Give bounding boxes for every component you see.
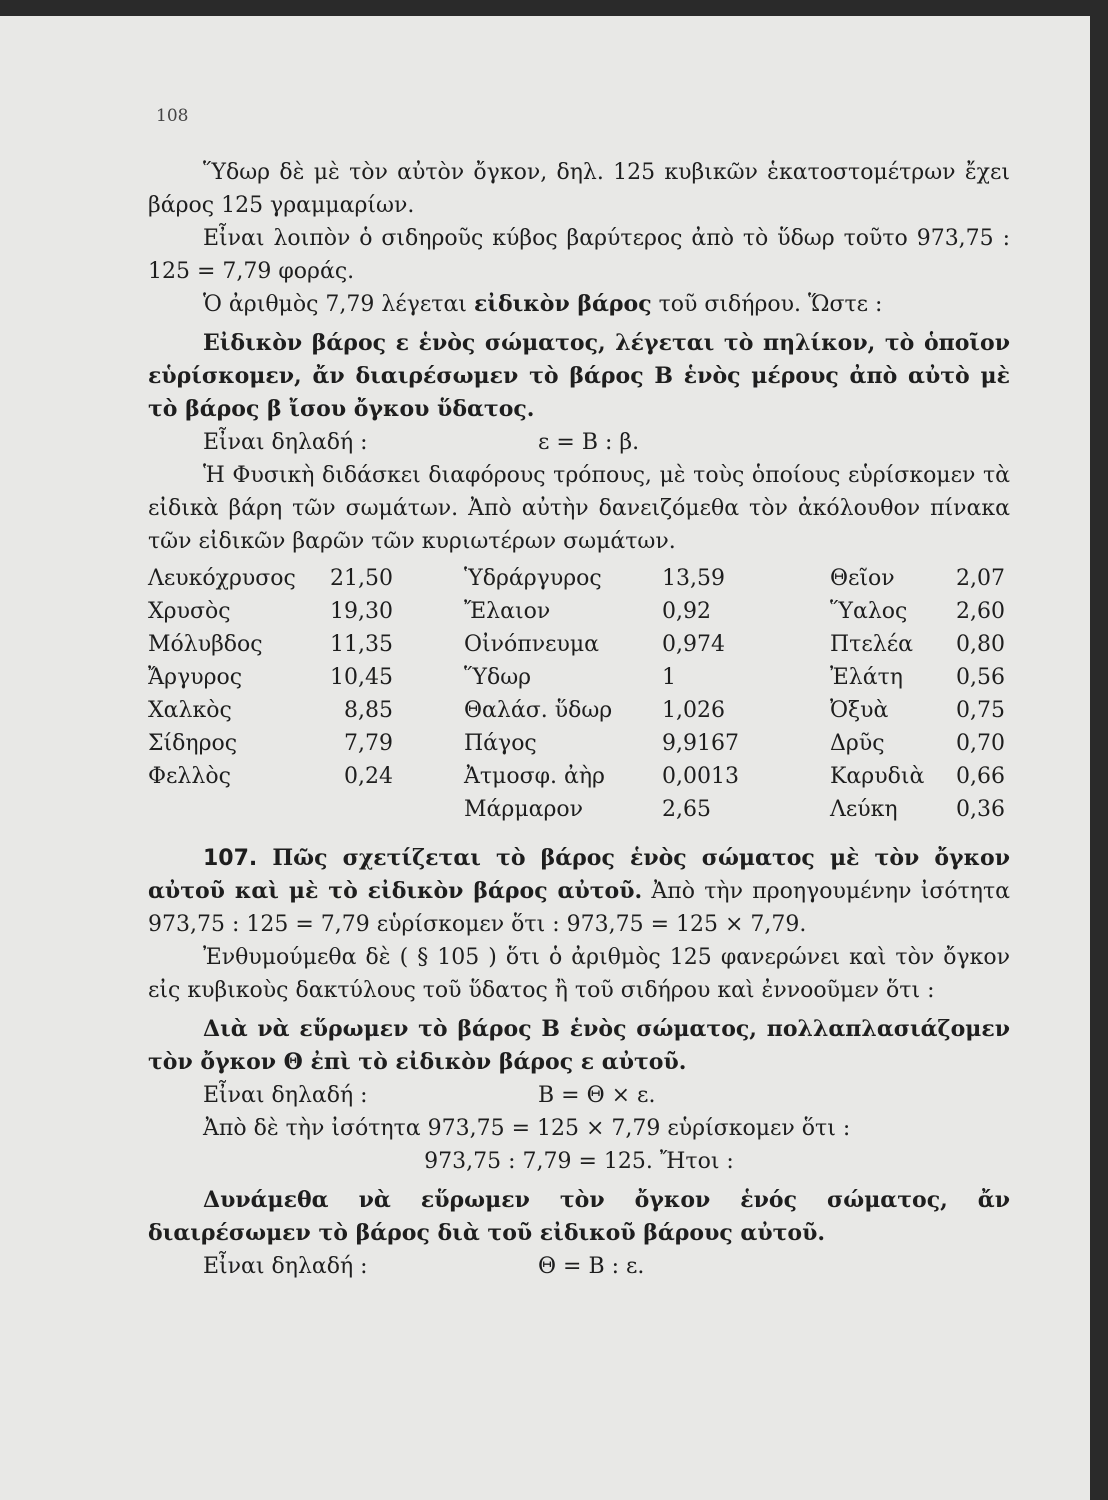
paragraph-recall-105: Ἐνθυμούμεθα δὲ ( § 105 ) ὅτι ὁ ἀριθμὸς 125 φανερώνει καὶ τὸν ὄγκον εἰς κυβικοὺς δακτύλους τοῦ ὕδατος ἢ τοῦ σιδήρου καὶ ἐννοοῦμεν ὅτι : [148, 945, 1010, 1003]
table-row [148, 727, 393, 760]
equation-2 [148, 1079, 1010, 1112]
substance-name: Ὀξυὰ [830, 698, 889, 723]
substance-name: Μάρμαρον [464, 797, 584, 822]
table-column-2 [464, 562, 752, 826]
rule-find-volume: Δυνάμεθα νὰ εὕρωμεν τὸν ὄγκον ἑνός σώματος, ἄν διαιρέσωμεν τὸ βάρος διὰ τοῦ εἰδικοῦ βάρους αὐτοῦ. [148, 1187, 1010, 1246]
table-row [148, 661, 393, 694]
substance-name: Οἰνόπνευμα [464, 632, 600, 657]
table-row [464, 793, 752, 826]
substance-name: Ὕδωρ [464, 665, 532, 690]
equation-centered: 973,75 : 7,79 = 125. Ἤτοι : [424, 1149, 734, 1174]
substance-name: Σίδηρος [148, 731, 238, 756]
text-span: τοῦ σιδήρου. Ὥστε : [651, 292, 883, 317]
table-row [464, 661, 752, 694]
table-row [148, 628, 393, 661]
substance-value: 1,026 [662, 698, 725, 723]
substance-value: 2,60 [956, 599, 1005, 624]
substance-value: 21,50 [330, 566, 393, 591]
substance-name: Ἄργυρος [148, 665, 243, 690]
table-row [830, 727, 1005, 760]
table-row [464, 727, 752, 760]
term-specific-weight: εἰδικὸν βάρος [473, 291, 652, 317]
equation-formula: Β = Θ × ε. [538, 1083, 656, 1108]
substance-name: Ἐλάτη [830, 665, 903, 690]
substance-name: Ἔλαιον [464, 599, 551, 624]
table-row [830, 694, 1005, 727]
substance-name: Πάγος [464, 731, 537, 756]
substance-value: 2,07 [956, 566, 1005, 591]
substance-name: Χρυσὸς [148, 599, 231, 624]
substance-value: 0,70 [956, 731, 1005, 756]
substance-value: 10,45 [330, 665, 393, 690]
substance-name: Λευκόχρυσος [148, 566, 296, 591]
substance-name: Χαλκὸς [148, 698, 232, 723]
substance-name: Πτελέα [830, 632, 913, 657]
rule-find-weight: Διὰ νὰ εὕρωμεν τὸ βάρος Β ἑνὸς σώματος, πολλαπλασιάζομεν τὸν ὄγκον Θ ἐπὶ τὸ εἰδικὸν βάρος ε αὐτοῦ. [148, 1016, 1010, 1075]
substance-name: Λεύκη [830, 797, 898, 822]
substance-name: Καρυδιὰ [830, 764, 925, 789]
equation-label: Εἶναι δηλαδή : [203, 1254, 368, 1279]
substance-value: 0,75 [956, 698, 1005, 723]
table-row [830, 760, 1005, 793]
paragraph-water-weight: Ὕδωρ δὲ μὲ τὸν αὐτὸν ὄγκον, δηλ. 125 κυβικῶν ἑκατοστομέτρων ἔχει βάρος 125 γραμμαρίων. [148, 160, 1010, 218]
table-row [830, 562, 1005, 595]
paragraph-equality: Ἀπὸ δὲ τὴν ἰσότητα 973,75 = 125 × 7,79 εὑρίσκομεν ὅτι : [203, 1116, 851, 1141]
table-row [148, 760, 393, 793]
substance-name: Δρῦς [830, 731, 885, 756]
substance-value: 0,92 [662, 599, 711, 624]
substance-value: 11,35 [330, 632, 393, 657]
table-row [148, 595, 393, 628]
paragraph-iron-heavier: Εἶναι λοιπὸν ὁ σιδηροῦς κύβος βαρύτερος ἀπὸ τὸ ὕδωρ τοῦτο 973,75 : 125 = 7,79 φοράς. [148, 226, 1010, 284]
substance-value: 0,56 [956, 665, 1005, 690]
equation-formula: Θ = Β : ε. [538, 1254, 645, 1279]
page-number: 108 [156, 106, 189, 126]
table-row [148, 694, 393, 727]
paragraph-physics-methods: Ἡ Φυσικὴ διδάσκει διαφόρους τρόπους, μὲ τοὺς ὁποίους εὑρίσκομεν τὰ εἰδικὰ βάρη τῶν σωμάτων. Ἀπὸ αὐτὴν δανειζόμεθα τὸν ἀκόλουθον πίνακα τῶν εἰδικῶν βαρῶν τῶν κυριωτέρων σωμάτων. [148, 463, 1010, 554]
equation-label: Εἶναι δηλαδή : [203, 1083, 368, 1108]
substance-name: Φελλὸς [148, 764, 231, 789]
substance-value: 0,80 [956, 632, 1005, 657]
substance-name: Μόλυβδος [148, 632, 263, 657]
substance-name: Θεῖον [830, 566, 895, 591]
equation-formula: ε = Β : β. [538, 430, 640, 455]
table-row [464, 562, 752, 595]
table-column-3 [830, 562, 1005, 826]
specific-weights-table [148, 562, 1010, 824]
table-row [830, 661, 1005, 694]
section-title: Πῶς σχετίζεται τὸ βάρος ἑνὸς σώματος μὲ τὸν ὄγκον αὐτοῦ καὶ μὲ τὸ εἰδικὸν βάρος αὐτοῦ. [148, 845, 1010, 904]
table-row [148, 562, 393, 595]
table-row [464, 760, 752, 793]
substance-value: 0,974 [662, 632, 725, 657]
substance-value: 0,36 [956, 797, 1005, 822]
table-row [830, 793, 1005, 826]
section-number: 107. [203, 846, 258, 871]
substance-value: 13,59 [662, 566, 725, 591]
substance-value: 9,9167 [662, 731, 739, 756]
table-row [464, 628, 752, 661]
equation-1 [148, 426, 1010, 459]
substance-value: 8,85 [344, 698, 393, 723]
substance-name: Ὑδράργυρος [464, 566, 602, 591]
definition-specific-weight: Εἰδικὸν βάρος ε ἑνὸς σώματος, λέγεται τὸ πηλίκον, τὸ ὁποῖον εὑρίσκομεν, ἄν διαιρέσωμεν τὸ βάρος Β ἑνὸς μέρους ἀπὸ αὐτὸ μὲ τὸ βάρος β ἴσου ὄγκου ὕδατος. [148, 330, 1010, 422]
substance-value: 0,66 [956, 764, 1005, 789]
table-row [830, 595, 1005, 628]
substance-name: Ἀτμοσφ. ἀὴρ [464, 764, 605, 789]
page-body [148, 156, 1010, 1283]
text-span: Ὁ ἀριθμὸς 7,79 λέγεται [203, 292, 474, 317]
table-column-1 [148, 562, 393, 793]
text-span: Ἀπὸ τὴν προηγουμένην ἰσότητα 973,75 : 125 = 7,79 εὑρίσκομεν ὅτι : 973,75 = 125 × 7,79. [148, 879, 1010, 937]
table-row [464, 694, 752, 727]
substance-value: 1 [662, 665, 676, 690]
substance-name: Θαλάσ. ὕδωρ [464, 698, 613, 723]
substance-value: 7,79 [344, 731, 393, 756]
book-page [0, 16, 1090, 1500]
section-107 [148, 842, 1010, 941]
table-row [830, 628, 1005, 661]
equation-label: Εἶναι δηλαδή : [203, 430, 368, 455]
substance-name: Ὕαλος [830, 599, 908, 624]
substance-value: 0,24 [344, 764, 393, 789]
substance-value: 19,30 [330, 599, 393, 624]
paragraph-specific-weight-term [148, 288, 1010, 321]
table-row [464, 595, 752, 628]
substance-value: 2,65 [662, 797, 711, 822]
equation-3 [148, 1250, 1010, 1283]
substance-value: 0,0013 [662, 764, 739, 789]
